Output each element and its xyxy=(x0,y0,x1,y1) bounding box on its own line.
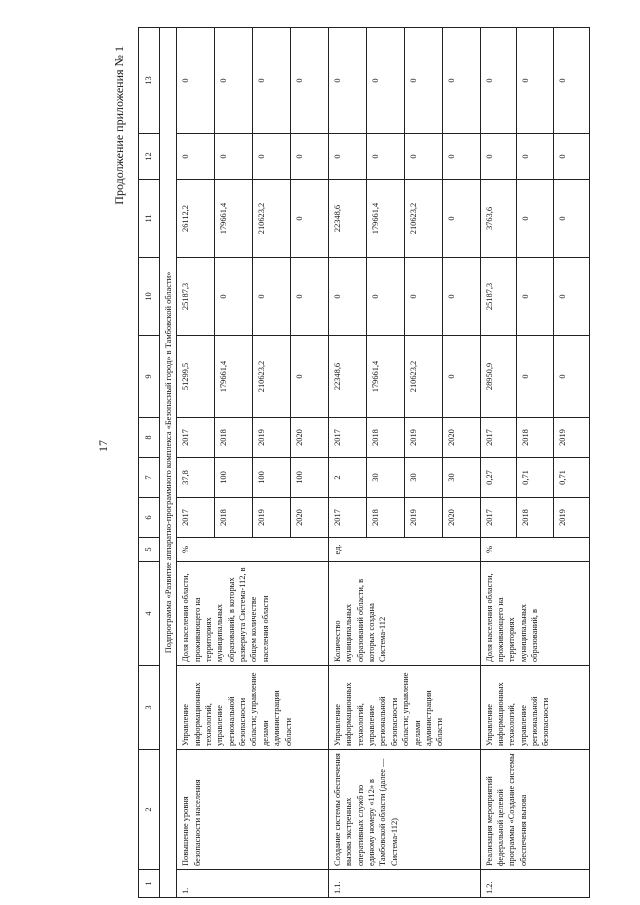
value-item: 2020 xyxy=(290,498,328,537)
value-item: 0 xyxy=(553,180,589,257)
value-item: 2018 xyxy=(366,418,404,457)
value-cell-c9 xyxy=(177,336,329,418)
rotated-page-content xyxy=(112,28,590,898)
value-item: 0 xyxy=(290,28,328,133)
column-header: 2 xyxy=(139,750,160,870)
page-number: 17 xyxy=(96,440,110,452)
value-item: 2019 xyxy=(252,418,290,457)
value-item: 2018 xyxy=(214,418,252,457)
column-header: 7 xyxy=(139,458,160,498)
value-item: 2019 xyxy=(553,498,589,537)
value-item: 0 xyxy=(442,134,480,179)
value-item: 0 xyxy=(553,258,589,335)
value-item: 0 xyxy=(366,258,404,335)
value-cell-c10 xyxy=(480,258,589,336)
value-item: 0,71 xyxy=(553,458,589,497)
value-item: 0 xyxy=(404,134,442,179)
value-item: 2020 xyxy=(290,418,328,457)
value-item: 2017 xyxy=(181,509,191,526)
value-item: 0 xyxy=(442,28,480,133)
value-item: 25187,3 xyxy=(484,282,494,311)
value-cell-c12 xyxy=(480,134,589,180)
value-item: 0 xyxy=(484,78,494,83)
value-item: 0 xyxy=(181,154,191,159)
value-item: 0 xyxy=(252,258,290,335)
measure-name: Реализация мероприятий федеральной целевой программы «Создание системы обеспечения вызова xyxy=(480,750,589,870)
column-header: 12 xyxy=(139,134,160,180)
value-cell-c8 xyxy=(480,418,589,458)
unit: % xyxy=(177,538,329,562)
value-item: 2018 xyxy=(516,498,552,537)
subprogram-title: Подпрограмма «Развитие аппаратно-программного комплекса «Безопасный город» в Тамбовской области» xyxy=(160,28,177,898)
value-cell-c11 xyxy=(177,180,329,258)
table-row xyxy=(480,28,589,898)
value-item: 0,27 xyxy=(484,470,494,485)
value-item: 0 xyxy=(516,134,552,179)
value-item: 2018 xyxy=(516,418,552,457)
value-item: 210623,2 xyxy=(404,180,442,257)
value-cell-c9 xyxy=(480,336,589,418)
value-cell-c11 xyxy=(480,180,589,258)
table-row xyxy=(329,28,481,898)
value-item: 2 xyxy=(333,475,343,480)
executor: Управление информационных технологий, управление региональной безопасности области; управление делами администрации области xyxy=(177,666,329,750)
value-item: 210623,2 xyxy=(252,180,290,257)
value-item: 179661,4 xyxy=(366,336,404,417)
value-item: 0 xyxy=(404,28,442,133)
measure-name: Создание системы обеспечения вызова экстренных оперативных служб по единому номеру «112» в Тамбовской области (далее — Система-112) xyxy=(329,750,481,870)
row-number: 1.2. xyxy=(480,870,589,898)
value-item: 0 xyxy=(181,78,191,83)
value-item: 3763,6 xyxy=(484,206,494,231)
table-row xyxy=(177,28,329,898)
row-number: 1. xyxy=(177,870,329,898)
value-item: 2019 xyxy=(404,418,442,457)
value-item: 0 xyxy=(366,28,404,133)
value-item: 0 xyxy=(442,336,480,417)
value-item: 51299,5 xyxy=(181,362,191,391)
value-item: 100 xyxy=(214,458,252,497)
value-item: 2019 xyxy=(553,418,589,457)
measure-name: Повышение уровня безопасности населения xyxy=(177,750,329,870)
value-item: 0 xyxy=(333,294,343,299)
value-item: 0 xyxy=(442,180,480,257)
value-cell-c7 xyxy=(329,458,481,498)
header-row xyxy=(139,28,160,898)
value-item: 0 xyxy=(333,154,343,159)
value-item: 2019 xyxy=(404,498,442,537)
value-item: 2019 xyxy=(252,498,290,537)
value-cell-c10 xyxy=(177,258,329,336)
column-header: 11 xyxy=(139,180,160,258)
column-header: 4 xyxy=(139,562,160,666)
value-cell-c6 xyxy=(329,498,481,538)
value-item: 0 xyxy=(516,258,552,335)
continuation-title: Продолжение приложения № 1 xyxy=(112,46,126,205)
value-item: 210623,2 xyxy=(404,336,442,417)
value-item: 30 xyxy=(366,458,404,497)
value-item: 0 xyxy=(290,336,328,417)
value-item: 0 xyxy=(516,336,552,417)
column-header: 13 xyxy=(139,28,160,134)
value-item: 37,8 xyxy=(181,470,191,485)
executor: Управление информационных технологий, управление региональной безопасности xyxy=(480,666,589,750)
unit: ед. xyxy=(329,538,481,562)
value-item: 2017 xyxy=(484,429,494,446)
value-cell-c7 xyxy=(177,458,329,498)
value-item: 2018 xyxy=(214,498,252,537)
column-header: 5 xyxy=(139,538,160,562)
value-cell-c13 xyxy=(177,28,329,134)
value-item: 100 xyxy=(290,458,328,497)
value-item: 100 xyxy=(252,458,290,497)
value-item: 0 xyxy=(442,258,480,335)
value-item: 0 xyxy=(553,134,589,179)
column-header: 1 xyxy=(139,870,160,898)
column-header: 9 xyxy=(139,336,160,418)
value-item: 22348,6 xyxy=(333,362,343,391)
row-number: 1.1. xyxy=(329,870,481,898)
subprogram-row xyxy=(160,28,177,898)
value-item: 0,71 xyxy=(516,458,552,497)
value-item: 0 xyxy=(333,78,343,83)
column-header: 3 xyxy=(139,666,160,750)
value-item: 2017 xyxy=(484,509,494,526)
value-cell-c12 xyxy=(329,134,481,180)
value-cell-c12 xyxy=(177,134,329,180)
value-item: 0 xyxy=(553,28,589,133)
value-item: 0 xyxy=(290,258,328,335)
value-item: 2018 xyxy=(366,498,404,537)
value-item: 28950,9 xyxy=(484,362,494,391)
value-cell-c6 xyxy=(177,498,329,538)
value-item: 0 xyxy=(553,336,589,417)
value-cell-c7 xyxy=(480,458,589,498)
value-item: 179661,4 xyxy=(214,180,252,257)
value-item: 25187,3 xyxy=(181,282,191,311)
value-item: 0 xyxy=(484,154,494,159)
executor: Управление информационных технологий, управление региональной безопасности области; управление делами администрации области xyxy=(329,666,481,750)
value-item: 2020 xyxy=(442,418,480,457)
value-item: 0 xyxy=(366,134,404,179)
value-item: 2017 xyxy=(333,429,343,446)
value-item: 0 xyxy=(252,28,290,133)
value-item: 0 xyxy=(516,180,552,257)
program-table xyxy=(138,27,590,898)
column-header: 8 xyxy=(139,418,160,458)
value-item: 30 xyxy=(404,458,442,497)
value-item: 0 xyxy=(290,134,328,179)
indicator-name: Доля населения области, проживающего на территориях муниципальных образований, в xyxy=(480,562,589,666)
value-item: 0 xyxy=(252,134,290,179)
value-cell-c10 xyxy=(329,258,481,336)
indicator-name: Количество муниципальных образований области, в которых создана Система-112 xyxy=(329,562,481,666)
value-item: 179661,4 xyxy=(214,336,252,417)
value-cell-c6 xyxy=(480,498,589,538)
value-item: 2020 xyxy=(442,498,480,537)
value-item: 2017 xyxy=(181,429,191,446)
indicator-name: Доля населения области, проживающего на территориях муниципальных образований, в которых развернута Система-112, в общем количестве населения области xyxy=(177,562,329,666)
value-item: 30 xyxy=(442,458,480,497)
column-header: 10 xyxy=(139,258,160,336)
value-item: 2017 xyxy=(333,509,343,526)
value-item: 179661,4 xyxy=(366,180,404,257)
unit: % xyxy=(480,538,589,562)
value-item: 0 xyxy=(214,134,252,179)
value-item: 0 xyxy=(516,28,552,133)
value-cell-c13 xyxy=(329,28,481,134)
value-item: 0 xyxy=(290,180,328,257)
value-item: 26112,2 xyxy=(181,205,191,232)
value-item: 22348,6 xyxy=(333,204,343,233)
value-cell-c8 xyxy=(177,418,329,458)
value-item: 210623,2 xyxy=(252,336,290,417)
value-item: 0 xyxy=(404,258,442,335)
value-cell-c9 xyxy=(329,336,481,418)
value-item: 0 xyxy=(214,28,252,133)
value-cell-c8 xyxy=(329,418,481,458)
value-cell-c11 xyxy=(329,180,481,258)
column-header: 6 xyxy=(139,498,160,538)
value-item: 0 xyxy=(214,258,252,335)
value-cell-c13 xyxy=(480,28,589,134)
